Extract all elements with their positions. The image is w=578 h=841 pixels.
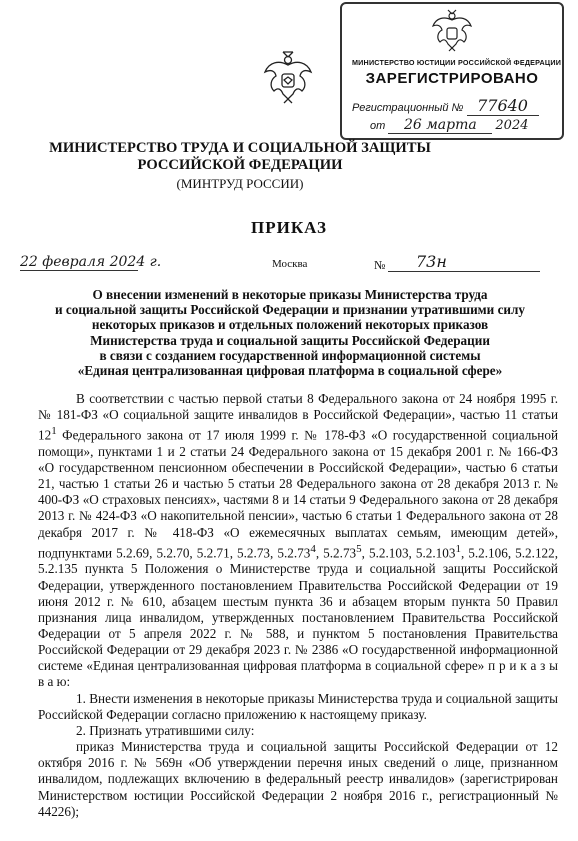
heading-line: в связи с созданием государственной информационной системы bbox=[99, 347, 481, 363]
registration-year-handwritten: 2024 bbox=[495, 118, 529, 133]
heading-line: «Единая централизованная цифровая платформа в социальной сфере» bbox=[77, 363, 503, 379]
preamble-paragraph: В соответствии с частью первой статьи 8 Федерального закона от 24 ноября 1995 г. № 181-ФЗ «О социальной защите инвалидов в Российской Федерации», частью 11 статьи $12^1$ Федерального закона от 17 июля 1999 г. № 178-ФЗ «О государственной социальной помощи», пунктами 1 и 2 статьи 24 Федерального закона от 15 декабря 2001 г. № 166-ФЗ «О государственном пенсионном обеспечении в Российской Федерации», частью 6 статьи 21, частью 1 статьи 26 и частью 5 статьи 28 Федерального закона от 28 декабря 2013 г. № 400-ФЗ «О страховых пенсиях», частями 8 и 14 статьи 9 Федерального закона от 28 декабря 2013 г. № 424-ФЗ «О накопительной пенсии», частью 6 статьи 1 Федерального закона от 28 декабря 2017 г. № 418-ФЗ «О ежемесячных выплатах семьям, имеющим детей», подпунктами 5.2.69, 5.2.70, 5.2.71, 5.2.73, 5.2.73$^4$, 5.2.73$^5$, 5.2.103, 5.2.103$^1$, 5.2.106, 5.2.122, 5.2.135 пункта 5 Положения о Министерстве труда и социальной защиты Российской Федерации, утвержденного постановлением Правительства Российской Федерации от 19 июня 2012 г. № 610, абзацем шестым пункта 36 и абзацем вторым пункта 50 Правил признания лица инвалидом, утвержденных постановлением Правительства Российской Федерации от 5 апреля 2022 г. № 588, и пунктом 5 постановления Правительства Российской Федерации от 29 декабря 2023 г. № 2386 «О государственной информационной системе «Единая централизованная цифровая платформа в социальной сфере» п р и к а з ы в а ю: bbox=[38, 391, 559, 690]
order-body bbox=[38, 391, 558, 820]
order-word: п р и к а з ы в а ю: bbox=[38, 658, 558, 690]
stamp-registration-date: от 26 марта 2024 bbox=[370, 117, 529, 133]
city-label: Москва bbox=[272, 258, 308, 270]
heading-line: О внесении изменений в некоторые приказы Министерства труда bbox=[92, 287, 488, 302]
ministry-short-name: (МИНТРУД РОССИИ) bbox=[176, 176, 304, 191]
order-date-handwritten: 22 февраля 2024 г. bbox=[20, 254, 162, 270]
order-number-handwritten: 73н bbox=[388, 252, 540, 272]
registration-stamp bbox=[340, 2, 564, 140]
heading-line: Министерства труда и социальной защиты Российской Федерации bbox=[90, 332, 490, 348]
registration-date-handwritten: 26 марта bbox=[388, 117, 492, 134]
item-1: 1. Внести изменения в некоторые приказы Министерства труда и социальной защиты Российской Федерации согласно приложению к настоящему приказу. bbox=[38, 690, 558, 722]
stamp-registration-number: Регистрационный № 77640 bbox=[352, 96, 539, 116]
item-2: 2. Признать утратившими силу: bbox=[76, 722, 255, 738]
coat-of-arms-icon bbox=[262, 50, 314, 106]
ministry-title-line-1: МИНИСТЕРСТВО ТРУДА И СОЦИАЛЬНОЙ ЗАЩИТЫ bbox=[49, 140, 431, 156]
order-number-label: № bbox=[374, 258, 386, 272]
stamp-registered-label: ЗАРЕГИСТРИРОВАНО bbox=[365, 70, 539, 87]
heading-line: и социальной защиты Российской Федерации и признании утратившими силу bbox=[54, 302, 526, 318]
ministry-title-line-2: РОССИЙСКОЙ ФЕДЕРАЦИИ bbox=[137, 157, 343, 173]
registration-number-handwritten: 77640 bbox=[467, 96, 539, 116]
heading-line: некоторых приказов и отдельных положений некоторых приказов bbox=[91, 317, 489, 333]
item-2-text: приказ Министерства труда и социальной защиты Российской Федерации от 12 октября 2016 г. № 569н «Об утверждении перечня иных сведений о лице, признанном инвалидом, подлежащих включению в федеральный реестр инвалидов» (зарегистрирован Министерством юстиции Российской Федерации 2 ноября 2016 г., регистрационный № 44226); bbox=[38, 739, 558, 819]
order-heading bbox=[20, 287, 560, 378]
document-type-title: ПРИКАЗ bbox=[251, 218, 327, 237]
date-number-line bbox=[20, 254, 560, 276]
stamp-ministry-name: МИНИСТЕРСТВО ЮСТИЦИИ РОССИЙСКОЙ ФЕДЕРАЦИИ bbox=[352, 58, 562, 67]
